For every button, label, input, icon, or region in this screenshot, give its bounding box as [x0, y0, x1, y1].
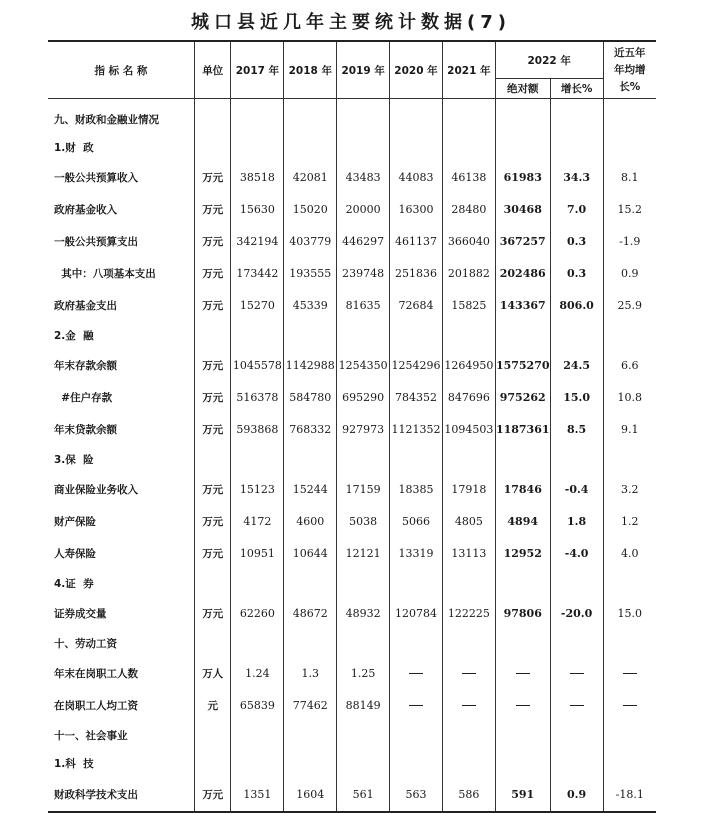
value-2020 [390, 445, 443, 473]
table-row [48, 161, 656, 193]
value-2022-absolute: 1575270 [495, 349, 550, 381]
value-2018: 1.3 [284, 657, 337, 689]
value-2017: 10951 [231, 537, 284, 569]
value-2020 [390, 657, 443, 689]
unit-cell: 万元 [194, 193, 231, 225]
table-row [48, 689, 656, 721]
value-2018: 403779 [284, 225, 337, 257]
value-2020 [390, 629, 443, 657]
header-absolute: 绝对额 [495, 79, 550, 99]
value-2020: 1254296 [390, 349, 443, 381]
value-2022-growth: 1.8 [550, 505, 603, 537]
value-five-year-average: -18.1 [603, 777, 656, 812]
header-avg-line-3: 长% [619, 80, 641, 93]
value-2022-growth [550, 133, 603, 161]
unit-cell: 万元 [194, 473, 231, 505]
value-2021: 201882 [442, 257, 495, 289]
value-2017 [231, 569, 284, 597]
section-label: 1.科 技 [54, 757, 94, 770]
section-label: 2.金 融 [54, 329, 94, 342]
table-row [48, 413, 656, 445]
value-2022-absolute: 97806 [495, 597, 550, 629]
header-year-2022: 2022 年 [495, 41, 603, 79]
value-five-year-average: 15.0 [603, 597, 656, 629]
page-title: 城口县近几年主要统计数据(7) [191, 12, 511, 33]
value-five-year-average [603, 721, 656, 749]
value-2021: 847696 [442, 381, 495, 413]
unit-cell: 万元 [194, 505, 231, 537]
unit-cell: 万元 [194, 597, 231, 629]
value-2017 [231, 321, 284, 349]
indicator-label: 年末贷款余额 [54, 423, 117, 436]
value-2017: 593868 [231, 413, 284, 445]
unit-cell: 万元 [194, 225, 231, 257]
value-five-year-average [603, 105, 656, 133]
value-2021 [442, 749, 495, 777]
unit-cell [194, 133, 231, 161]
no-data-dash [409, 705, 423, 706]
value-2022-growth: -20.0 [550, 597, 603, 629]
indicator-label: 一般公共预算收入 [54, 171, 138, 184]
value-2021: 28480 [442, 193, 495, 225]
value-2018: 4600 [284, 505, 337, 537]
value-2019: 239748 [337, 257, 390, 289]
value-five-year-average: 3.2 [603, 473, 656, 505]
unit-cell: 元 [194, 689, 231, 721]
value-2022-absolute: 1187361 [495, 413, 550, 445]
indicator-label: 年末在岗职工人数 [54, 667, 138, 680]
value-five-year-average: 25.9 [603, 289, 656, 321]
value-2022-growth [550, 749, 603, 777]
value-2020 [390, 689, 443, 721]
value-five-year-average: 4.0 [603, 537, 656, 569]
table-row [48, 225, 656, 257]
value-2022-absolute: 202486 [495, 257, 550, 289]
value-five-year-average: 10.8 [603, 381, 656, 413]
value-2022-absolute [495, 445, 550, 473]
section-label: 十一、社会事业 [54, 729, 128, 742]
value-2019: 12121 [337, 537, 390, 569]
value-2022-growth: 34.3 [550, 161, 603, 193]
table-row [48, 657, 656, 689]
value-2021 [442, 569, 495, 597]
header-year-2019: 2019 年 [337, 41, 390, 99]
header-year-2020: 2020 年 [390, 41, 443, 99]
value-2020: 461137 [390, 225, 443, 257]
value-2022-absolute [495, 689, 550, 721]
value-five-year-average [603, 629, 656, 657]
unit-cell [194, 105, 231, 133]
value-2019: 446297 [337, 225, 390, 257]
value-2018: 15244 [284, 473, 337, 505]
table-row [48, 193, 656, 225]
unit-cell: 万元 [194, 161, 231, 193]
value-2019: 927973 [337, 413, 390, 445]
value-2018 [284, 445, 337, 473]
value-2018: 77462 [284, 689, 337, 721]
value-2022-absolute: 12952 [495, 537, 550, 569]
value-2022-growth: 24.5 [550, 349, 603, 381]
value-five-year-average [603, 689, 656, 721]
table-body [48, 99, 656, 813]
value-five-year-average [603, 749, 656, 777]
value-2020: 13319 [390, 537, 443, 569]
value-2022-growth [550, 657, 603, 689]
value-2017: 38518 [231, 161, 284, 193]
value-2020 [390, 105, 443, 133]
indicator-label: 其中：八项基本支出 [54, 267, 156, 280]
unit-cell [194, 629, 231, 657]
value-2017 [231, 105, 284, 133]
value-2022-absolute: 143367 [495, 289, 550, 321]
value-2019: 17159 [337, 473, 390, 505]
value-2022-growth [550, 689, 603, 721]
value-2017 [231, 445, 284, 473]
no-data-dash [623, 673, 637, 674]
value-2022-absolute [495, 569, 550, 597]
value-2022-growth: 15.0 [550, 381, 603, 413]
value-2022-absolute: 975262 [495, 381, 550, 413]
value-2022-absolute: 30468 [495, 193, 550, 225]
value-2022-absolute: 17846 [495, 473, 550, 505]
unit-cell [194, 569, 231, 597]
value-2022-growth: 0.3 [550, 225, 603, 257]
value-2020: 784352 [390, 381, 443, 413]
value-2017: 173442 [231, 257, 284, 289]
no-data-dash [516, 705, 530, 706]
value-2019: 561 [337, 777, 390, 812]
value-2020: 563 [390, 777, 443, 812]
value-five-year-average: 8.1 [603, 161, 656, 193]
value-2017 [231, 629, 284, 657]
unit-cell [194, 321, 231, 349]
value-2021: 17918 [442, 473, 495, 505]
section-row [48, 133, 656, 161]
value-five-year-average [603, 133, 656, 161]
header-unit: 单位 [194, 41, 231, 99]
value-2019 [337, 749, 390, 777]
value-2022-absolute [495, 321, 550, 349]
indicator-label: 人寿保险 [54, 547, 96, 560]
indicator-label: 商业保险业务收入 [54, 483, 138, 496]
value-2021: 13113 [442, 537, 495, 569]
value-2019 [337, 105, 390, 133]
value-2018: 768332 [284, 413, 337, 445]
indicator-label: #住户存款 [54, 391, 113, 404]
header-five-year-average [603, 41, 656, 99]
value-2020 [390, 721, 443, 749]
value-2017 [231, 749, 284, 777]
value-five-year-average: 9.1 [603, 413, 656, 445]
value-2022-absolute [495, 721, 550, 749]
value-five-year-average: 15.2 [603, 193, 656, 225]
value-2022-growth: 0.9 [550, 777, 603, 812]
value-2017: 1045578 [231, 349, 284, 381]
value-2020: 16300 [390, 193, 443, 225]
header-avg-line-2: 年均增 [614, 63, 646, 76]
value-2022-growth: 0.3 [550, 257, 603, 289]
value-2018: 584780 [284, 381, 337, 413]
unit-cell: 万元 [194, 289, 231, 321]
indicator-label: 财产保险 [54, 515, 96, 528]
no-data-dash [623, 705, 637, 706]
table-row [48, 597, 656, 629]
value-2019 [337, 133, 390, 161]
value-2021: 366040 [442, 225, 495, 257]
table-row [48, 381, 656, 413]
value-2022-absolute: 591 [495, 777, 550, 812]
value-2022-growth: -4.0 [550, 537, 603, 569]
value-five-year-average: -1.9 [603, 225, 656, 257]
value-2017: 15270 [231, 289, 284, 321]
value-2021: 586 [442, 777, 495, 812]
value-2020: 1121352 [390, 413, 443, 445]
value-2019: 20000 [337, 193, 390, 225]
value-2022-absolute [495, 657, 550, 689]
value-2020: 251836 [390, 257, 443, 289]
header-year-2018: 2018 年 [284, 41, 337, 99]
section-label: 4.证 券 [54, 577, 94, 590]
unit-cell [194, 721, 231, 749]
value-2019 [337, 445, 390, 473]
section-row [48, 569, 656, 597]
header-year-2021: 2021 年 [442, 41, 495, 99]
value-five-year-average [603, 569, 656, 597]
indicator-label: 财政科学技术支出 [54, 788, 138, 801]
unit-cell [194, 749, 231, 777]
value-2022-absolute [495, 629, 550, 657]
value-2020: 5066 [390, 505, 443, 537]
section-label: 十、劳动工资 [54, 637, 117, 650]
section-row [48, 629, 656, 657]
no-data-dash [570, 673, 584, 674]
value-2020 [390, 569, 443, 597]
table-row [48, 257, 656, 289]
section-row [48, 321, 656, 349]
value-2021: 122225 [442, 597, 495, 629]
value-2021: 1094503 [442, 413, 495, 445]
value-2019: 88149 [337, 689, 390, 721]
value-2018 [284, 629, 337, 657]
value-2019: 43483 [337, 161, 390, 193]
value-2022-absolute [495, 749, 550, 777]
value-2018: 45339 [284, 289, 337, 321]
unit-cell: 万元 [194, 413, 231, 445]
value-2022-growth: 806.0 [550, 289, 603, 321]
value-2019: 1254350 [337, 349, 390, 381]
value-2022-growth: 7.0 [550, 193, 603, 225]
value-2017: 15123 [231, 473, 284, 505]
value-2022-growth [550, 105, 603, 133]
value-five-year-average [603, 657, 656, 689]
value-2018: 1604 [284, 777, 337, 812]
unit-cell: 万元 [194, 381, 231, 413]
value-2019 [337, 721, 390, 749]
no-data-dash [516, 673, 530, 674]
value-2018 [284, 133, 337, 161]
value-2018: 193555 [284, 257, 337, 289]
value-2017: 1351 [231, 777, 284, 812]
value-2021 [442, 629, 495, 657]
no-data-dash [462, 705, 476, 706]
section-row [48, 105, 656, 133]
value-2021 [442, 321, 495, 349]
value-2021: 46138 [442, 161, 495, 193]
value-2018: 48672 [284, 597, 337, 629]
value-2018: 15020 [284, 193, 337, 225]
value-2018 [284, 749, 337, 777]
value-2020: 18385 [390, 473, 443, 505]
table-row [48, 505, 656, 537]
value-2020 [390, 133, 443, 161]
header-growth: 增长% [550, 79, 603, 99]
value-2021 [442, 105, 495, 133]
table-row [48, 349, 656, 381]
value-2021 [442, 445, 495, 473]
value-2022-absolute: 4894 [495, 505, 550, 537]
value-2022-growth [550, 721, 603, 749]
table-row [48, 777, 656, 812]
section-row [48, 721, 656, 749]
table-row [48, 473, 656, 505]
value-five-year-average [603, 445, 656, 473]
value-2017: 342194 [231, 225, 284, 257]
value-2020: 44083 [390, 161, 443, 193]
indicator-label: 政府基金收入 [54, 203, 117, 216]
value-2022-growth [550, 321, 603, 349]
no-data-dash [570, 705, 584, 706]
value-2022-growth [550, 445, 603, 473]
value-2019 [337, 629, 390, 657]
header-avg-line-1: 近五年 [614, 46, 646, 59]
value-2017: 62260 [231, 597, 284, 629]
value-2018: 10644 [284, 537, 337, 569]
header-year-2017: 2017 年 [231, 41, 284, 99]
indicator-label: 政府基金支出 [54, 299, 117, 312]
value-2021: 15825 [442, 289, 495, 321]
table-row [48, 289, 656, 321]
value-2019 [337, 321, 390, 349]
value-2019: 5038 [337, 505, 390, 537]
value-2017: 65839 [231, 689, 284, 721]
value-five-year-average: 0.9 [603, 257, 656, 289]
value-2019: 81635 [337, 289, 390, 321]
value-2021 [442, 689, 495, 721]
value-2020: 72684 [390, 289, 443, 321]
section-label: 3.保 险 [54, 453, 94, 466]
section-row [48, 749, 656, 777]
section-row [48, 445, 656, 473]
value-2022-absolute [495, 133, 550, 161]
value-2017 [231, 133, 284, 161]
value-2022-absolute: 367257 [495, 225, 550, 257]
value-2019 [337, 569, 390, 597]
section-label: 1.财 政 [54, 141, 94, 154]
value-2017: 516378 [231, 381, 284, 413]
unit-cell [194, 445, 231, 473]
unit-cell: 万元 [194, 349, 231, 381]
value-2018 [284, 569, 337, 597]
value-2018 [284, 321, 337, 349]
unit-cell: 万人 [194, 657, 231, 689]
table-row [48, 537, 656, 569]
value-five-year-average: 6.6 [603, 349, 656, 381]
value-2018 [284, 105, 337, 133]
header-indicator: 指 标 名 称 [48, 41, 194, 99]
indicator-label: 证券成交量 [54, 607, 107, 620]
statistics-table [48, 40, 656, 813]
value-five-year-average [603, 321, 656, 349]
indicator-label: 一般公共预算支出 [54, 235, 138, 248]
value-2019: 695290 [337, 381, 390, 413]
value-2017: 4172 [231, 505, 284, 537]
value-2022-growth: -0.4 [550, 473, 603, 505]
no-data-dash [409, 673, 423, 674]
value-2022-growth [550, 629, 603, 657]
unit-cell: 万元 [194, 537, 231, 569]
value-2020 [390, 321, 443, 349]
value-2019: 48932 [337, 597, 390, 629]
value-2021 [442, 657, 495, 689]
value-2020 [390, 749, 443, 777]
value-2022-growth: 8.5 [550, 413, 603, 445]
value-2017: 15630 [231, 193, 284, 225]
unit-cell: 万元 [194, 257, 231, 289]
value-2022-growth [550, 569, 603, 597]
section-label: 九、财政和金融业情况 [54, 113, 159, 126]
value-2019: 1.25 [337, 657, 390, 689]
value-2020: 120784 [390, 597, 443, 629]
value-2021 [442, 721, 495, 749]
value-five-year-average: 1.2 [603, 505, 656, 537]
value-2018: 1142988 [284, 349, 337, 381]
value-2022-absolute: 61983 [495, 161, 550, 193]
unit-cell: 万元 [194, 777, 231, 812]
value-2017 [231, 721, 284, 749]
value-2018: 42081 [284, 161, 337, 193]
no-data-dash [462, 673, 476, 674]
value-2018 [284, 721, 337, 749]
value-2021: 1264950 [442, 349, 495, 381]
indicator-label: 在岗职工人均工资 [54, 699, 138, 712]
value-2017: 1.24 [231, 657, 284, 689]
value-2021 [442, 133, 495, 161]
value-2021: 4805 [442, 505, 495, 537]
indicator-label: 年末存款余额 [54, 359, 117, 372]
value-2022-absolute [495, 105, 550, 133]
